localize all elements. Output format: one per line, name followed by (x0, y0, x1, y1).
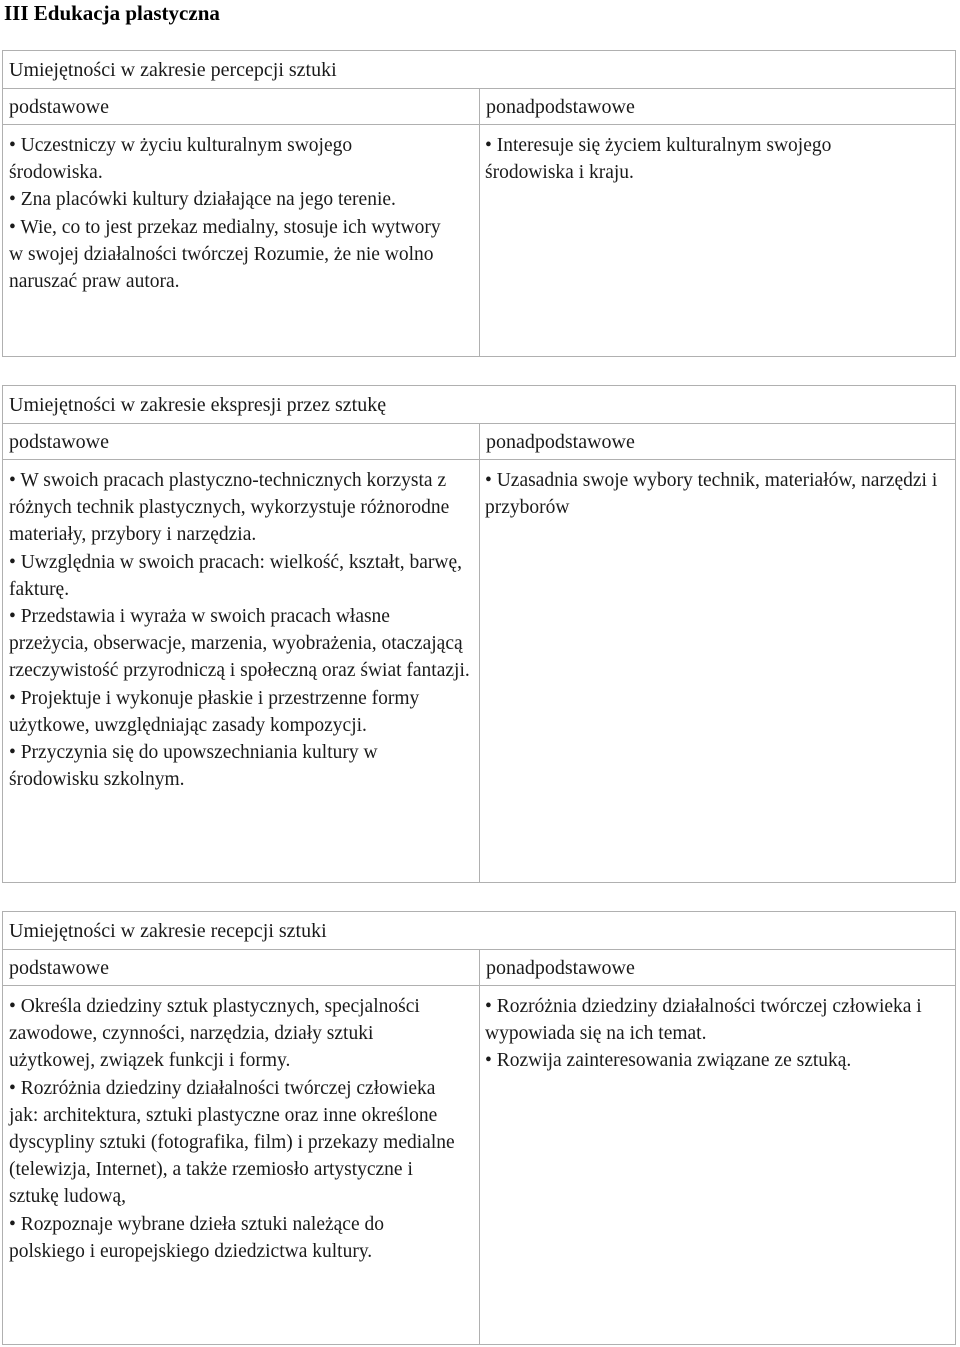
list-item: • Rozpoznaje wybrane dzieła sztuki należące do polskiego i europejskiego dziedzictwa kultury. (9, 1213, 384, 1262)
advanced-column (480, 950, 955, 1344)
advanced-label: ponadpodstawowe (480, 424, 955, 460)
section-heading: Umiejętności w zakresie ekspresji przez sztukę (3, 386, 955, 424)
list-item: • Przedstawia i wyraża w swoich pracach własne przeżycia, obserwacje, marzenia, wyobrażenia, otaczającą rzeczywistość przyrodniczą i społeczną oraz świat fantazji. (9, 606, 470, 682)
section-expression (2, 385, 956, 883)
section-perception (2, 50, 956, 357)
basic-label: podstawowe (3, 89, 479, 125)
advanced-column (480, 89, 955, 356)
section-heading: Umiejętności w zakresie percepcji sztuki (3, 51, 955, 89)
basic-column (3, 424, 480, 882)
list-item: • Przyczynia się do upowszechniania kultury w środowisku szkolnym. (9, 742, 378, 791)
advanced-label: ponadpodstawowe (480, 950, 955, 986)
list-item: • Rozróżnia dziedziny działalności twórczej człowieka jak: architektura, sztuki plastyczne oraz inne określone dyscypliny sztuki (fotografika, film) i przekazy medialne (telewizja, Internet), a także rzemiosło artystyczne i sztukę ludową, (9, 1077, 455, 1208)
basic-label: podstawowe (3, 950, 479, 986)
list-item: • W swoich pracach plastyczno-technicznych korzysta z różnych technik plastycznych, wykorzystuje różnorodne materiały, przybory i narzędzia. (9, 470, 450, 546)
list-item: • Wie, co to jest przekaz medialny, stosuje ich wytwory w swojej działalności twórczej Rozumie, że nie wolno naruszać praw autora. (9, 216, 441, 293)
basic-label: podstawowe (3, 424, 479, 460)
section-heading: Umiejętności w zakresie recepcji sztuki (3, 912, 955, 950)
section-reception (2, 911, 956, 1345)
list-item: • Projektuje i wykonuje płaskie i przestrzenne formy użytkowe, uwzględniając zasady kompozycji. (9, 687, 420, 736)
list-item: • Uwzględnia w swoich pracach: wielkość, kształt, barwę, fakturę. (9, 551, 463, 600)
list-item: • Rozróżnia dziedziny działalności twórczej człowieka i wypowiada się na ich temat. (485, 996, 922, 1045)
basic-column (3, 950, 480, 1344)
list-item: • Interesuje się życiem kulturalnym swojego środowiska i kraju. (485, 135, 832, 184)
list-item: • Uzasadnia swoje wybory technik, materiałów, narzędzi i przyborów (485, 470, 938, 519)
list-item: • Określa dziedziny sztuk plastycznych, specjalności zawodowe, czynności, narzędzia, działy sztuki użytkowej, związek funkcji i formy. (9, 996, 420, 1072)
advanced-label: ponadpodstawowe (480, 89, 955, 125)
list-item: • Zna placówki kultury działające na jego terenie. (9, 189, 396, 211)
list-item: • Uczestniczy w życiu kulturalnym swojego środowiska. (9, 135, 353, 184)
basic-column (3, 89, 480, 356)
advanced-column (480, 424, 955, 882)
page-title: III Edukacja plastyczna (4, 1, 220, 25)
list-item: • Rozwija zainteresowania związane ze sztuką. (485, 1050, 852, 1072)
